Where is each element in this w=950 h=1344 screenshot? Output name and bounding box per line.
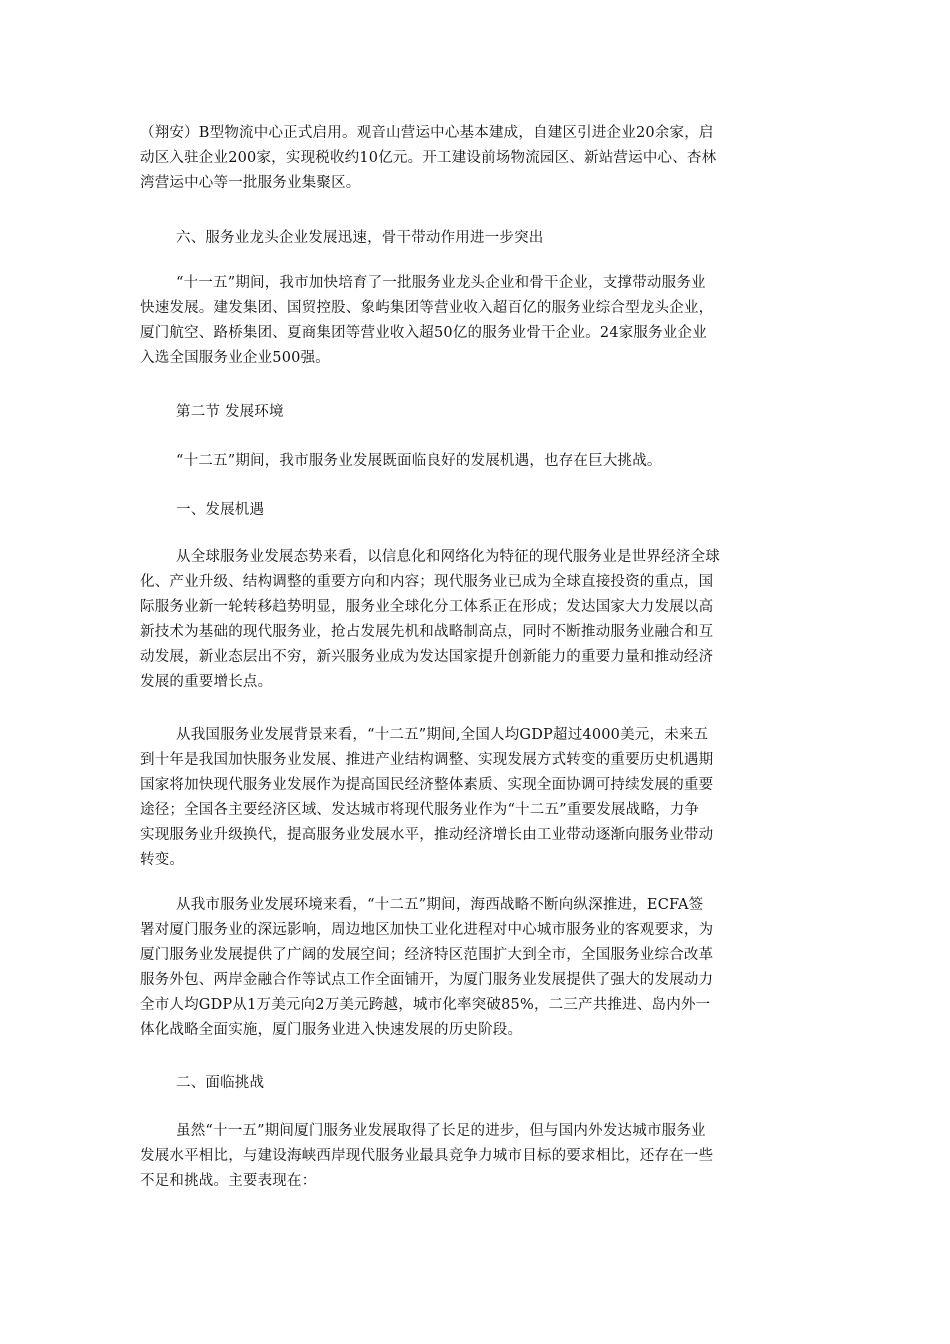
text-line: 动区入驻企业200家，实现税收约10亿元。开工建设前场物流园区、新站营运中心、杏林 [140, 150, 717, 166]
section-heading-challenges [140, 1071, 810, 1096]
paragraph-intro-12th [140, 449, 810, 474]
paragraph-global-trend [140, 545, 810, 695]
section-heading-six [140, 226, 810, 251]
text-line: 国家将加快现代服务业发展作为提高国民经济整体素质、实现全面协调可持续发展的重要 [140, 777, 714, 793]
text-line: “十二五”期间，我市服务业发展既面临良好的发展机遇，也存在巨大挑战。 [176, 453, 662, 469]
heading-text: 第二节 发展环境 [176, 404, 284, 420]
paragraph-challenges-intro [140, 1119, 810, 1194]
text-line: 新技术为基础的现代服务业，抢占发展先机和战略制高点，同时不断推动服务业融合和互 [140, 624, 714, 640]
text-line: 服务外包、两岸金融合作等试点工作全面铺开，为厦门服务业发展提供了强大的发展动力 [140, 972, 714, 988]
text-line: （翔安）B型物流中心正式启用。观音山营运中心基本建成，自建区引进企业20余家，启 [140, 125, 714, 141]
text-line: 转变。 [140, 852, 185, 868]
text-line: 化、产业升级、结构调整的重要方向和内容；现代服务业已成为全球直接投资的重点，国 [140, 574, 714, 590]
text-line: 全市人均GDP从1万美元向2万美元跨越，城市化率突破85%，二三产共推进、岛内外一 [140, 997, 711, 1013]
text-line: 途径；全国各主要经济区域、发达城市将现代服务业作为“十二五”重要发展战略，力争 [140, 802, 700, 818]
text-line: 动发展，新业态层出不穷，新兴服务业成为发达国家提升创新能力的重要力量和推动经济 [140, 649, 714, 665]
paragraph-logistics-center [140, 121, 810, 196]
text-line: 快速发展。建发集团、国贸控股、象屿集团等营业收入超百亿的服务业综合型龙头企业， [140, 300, 714, 316]
heading-text: 六、服务业龙头企业发展迅速，骨干带动作用进一步突出 [176, 230, 544, 246]
text-line: 厦门航空、路桥集团、夏商集团等营业收入超50亿的服务业骨干企业。24家服务业企业 [140, 325, 707, 341]
text-line: 入选全国服务业企业500强。 [140, 350, 330, 366]
text-line: “十一五”期间，我市加快培育了一批服务业龙头企业和骨干企业，支撑带动服务业 [176, 275, 706, 291]
text-line: 发展的重要增长点。 [140, 674, 273, 690]
paragraph-leading-enterprises [140, 271, 810, 371]
text-line: 体化战略全面实施，厦门服务业进入快速发展的历史阶段。 [140, 1022, 523, 1038]
text-line: 从全球服务业发展态势来看，以信息化和网络化为特征的现代服务业是世界经济全球 [176, 549, 720, 565]
section-heading-opportunities [140, 498, 810, 523]
paragraph-national-background [140, 723, 810, 873]
text-line: 实现服务业升级换代，提高服务业发展水平，推动经济增长由工业带动逐渐向服务业带动 [140, 827, 714, 843]
section-title-environment [140, 400, 810, 425]
paragraph-city-environment [140, 893, 810, 1043]
text-line: 发展水平相比，与建设海峡西岸现代服务业最具竞争力城市目标的要求相比，还存在一些 [140, 1148, 714, 1164]
text-line: 到十年是我国加快服务业发展、推进产业结构调整、实现发展方式转变的重要历史机遇期 [140, 752, 714, 768]
text-line: 从我国服务业发展背景来看，“十二五”期间,全国人均GDP超过4000美元，未来五 [176, 727, 709, 743]
text-line: 际服务业新一轮转移趋势明显，服务业全球化分工体系正在形成；发达国家大力发展以高 [140, 599, 714, 615]
text-line: 厦门服务业发展提供了广阔的发展空间；经济特区范围扩大到全市，全国服务业综合改革 [140, 947, 714, 963]
text-line: 湾营运中心等一批服务业集聚区。 [140, 175, 361, 191]
heading-text: 二、面临挑战 [176, 1075, 265, 1091]
text-line: 虽然“十一五”期间厦门服务业发展取得了长足的进步，但与国内外发达城市服务业 [176, 1123, 706, 1139]
text-line: 署对厦门服务业的深远影响，周边地区加快工业化进程对中心城市服务业的客观要求，为 [140, 922, 714, 938]
heading-text: 一、发展机遇 [176, 502, 265, 518]
text-line: 从我市服务业发展环境来看，“十二五”期间，海西战略不断向纵深推进，ECFA签 [176, 897, 704, 913]
text-line: 不足和挑战。主要表现在： [140, 1173, 317, 1189]
